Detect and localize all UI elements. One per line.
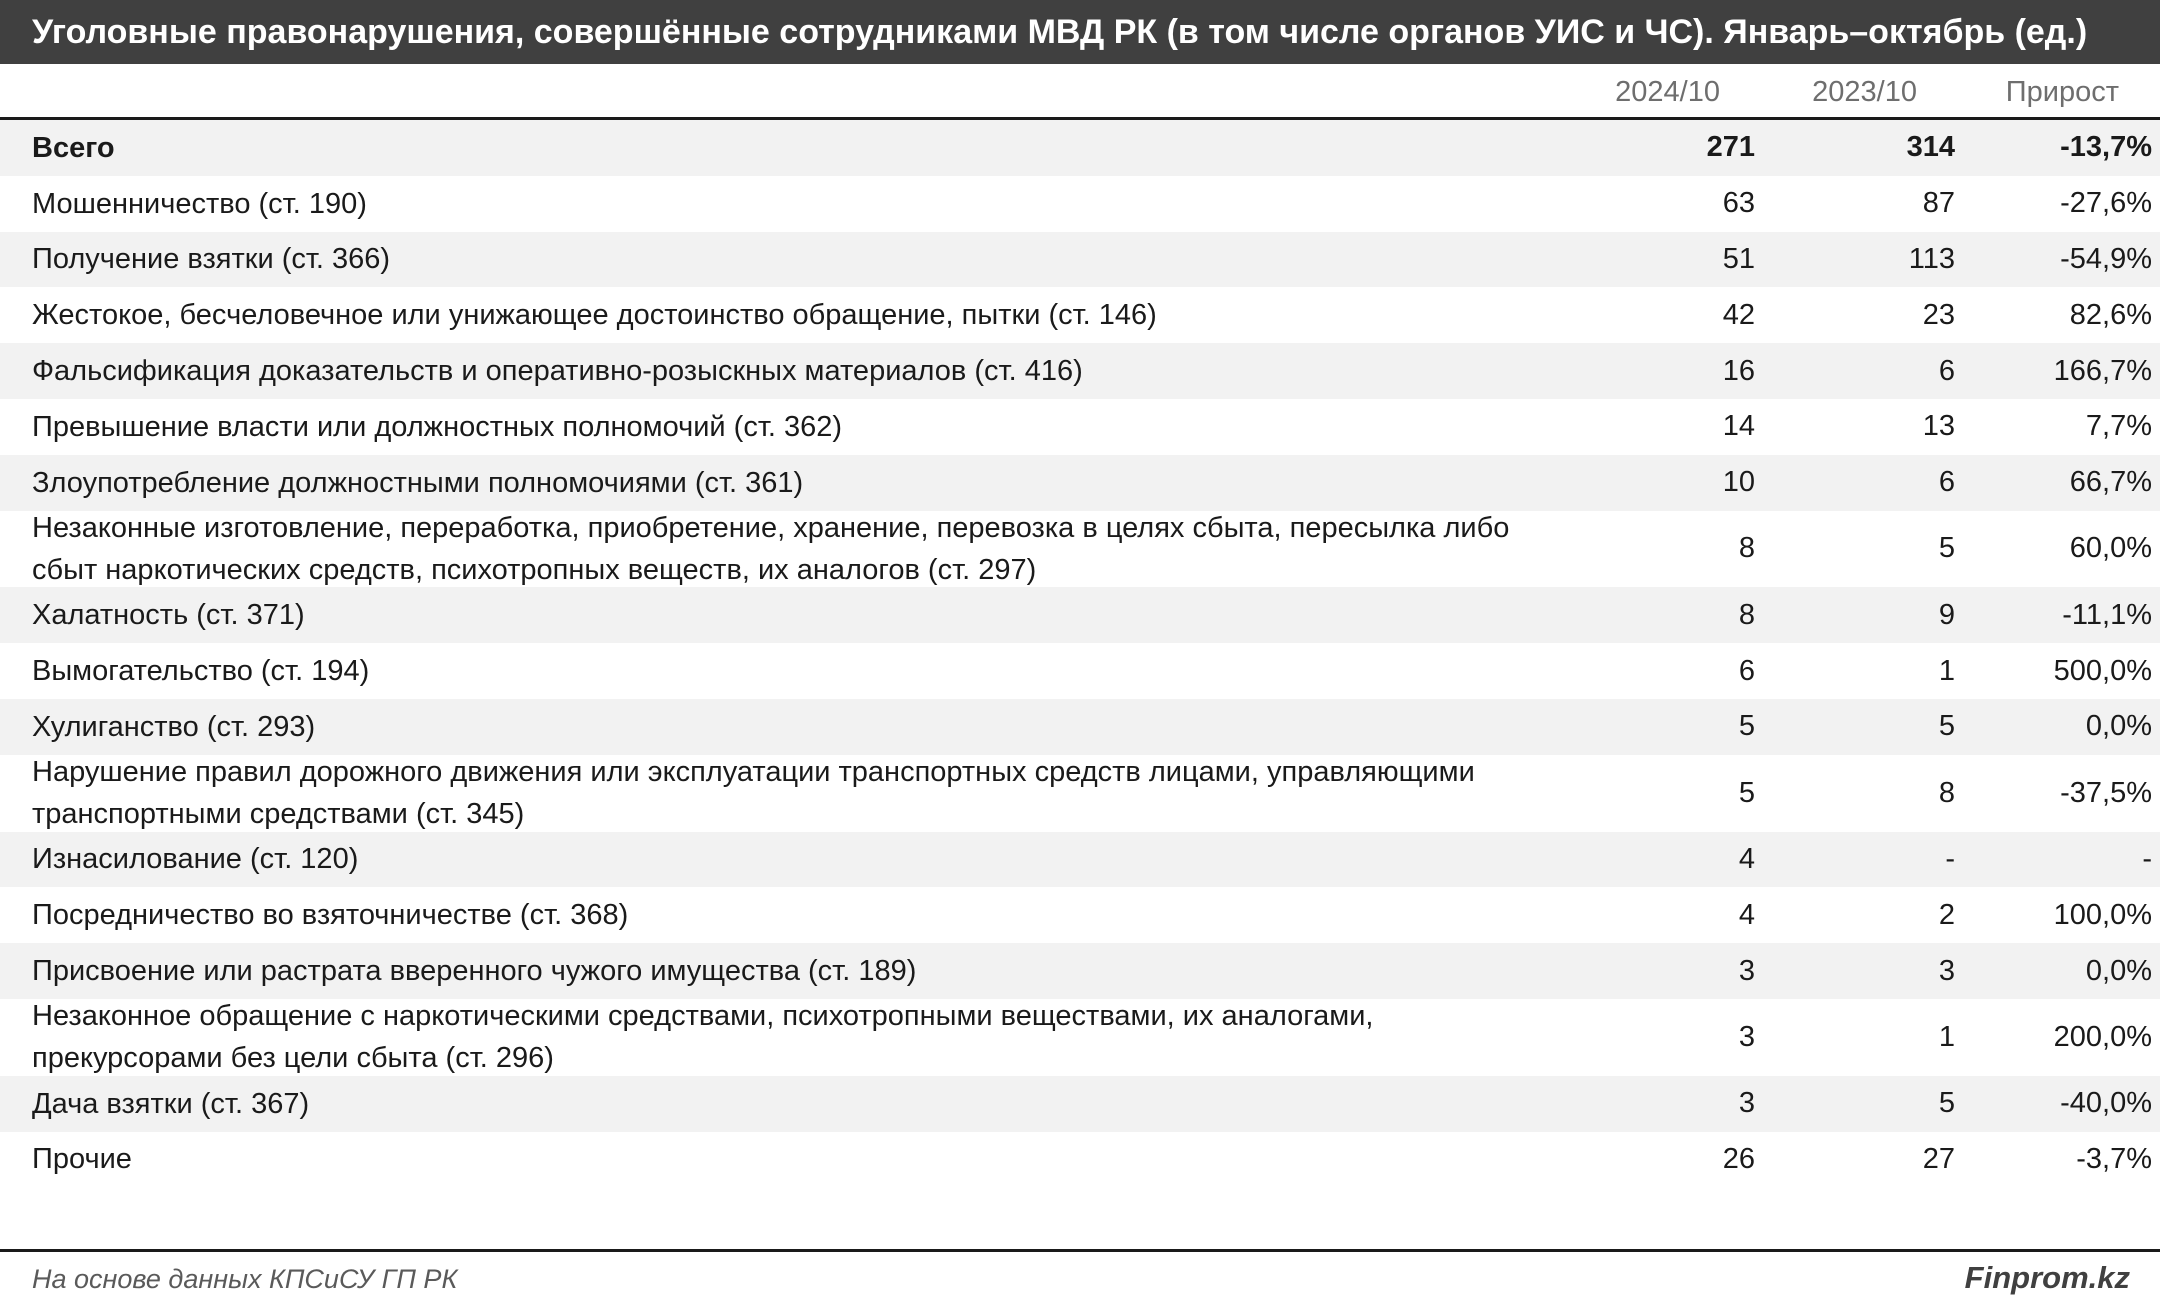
value-2024: 5 [1738,776,1755,809]
value-2023: 8 [1938,776,1955,809]
table-row [0,587,2160,643]
row-label: Хулиганство (ст. 293) [32,710,316,743]
row-label: Злоупотребление должностными полномочиями (ст. 361) [32,466,804,499]
column-header-row [0,64,2160,120]
value-growth: 66,7% [2069,466,2152,499]
value-growth: -11,1% [2062,598,2152,631]
row-label: Халатность (ст. 371) [32,599,305,632]
brand-logo: Finprom.kz [1964,1260,2130,1295]
value-2024: 16 [1722,354,1755,387]
value-growth: -40,0% [2060,1087,2152,1120]
table-row [0,287,2160,343]
value-2023: 1 [1938,654,1955,687]
column-header-2023: 2023/10 [1812,76,1917,108]
table-row [0,643,2160,699]
table-row [0,1076,2160,1132]
value-growth: - [2142,842,2152,875]
column-header-growth: Прирост [2005,76,2119,108]
row-label: Присвоение или растрата вверенного чужого имущества (ст. 189) [32,955,917,988]
row-label: Превышение власти или должностных полномочий (ст. 362) [32,410,843,443]
value-growth: 500,0% [2053,654,2152,687]
value-growth: -13,7% [2060,131,2152,164]
value-2024: 63 [1722,187,1755,220]
table-row [0,999,2160,1076]
value-2024: 271 [1706,131,1755,164]
data-table [0,120,2160,1187]
value-2024: 51 [1722,242,1755,275]
value-2023: 87 [1922,187,1955,220]
table-row [0,176,2160,232]
value-2023: 13 [1922,410,1955,443]
row-label: Фальсификация доказательств и оперативно-розыскных материалов (ст. 416) [32,355,1083,388]
value-growth: 166,7% [2053,354,2152,387]
table-row [0,943,2160,999]
table-row-total [0,120,2160,176]
row-label: Всего [32,131,115,164]
row-label: Получение взятки (ст. 366) [32,243,391,276]
value-growth: 0,0% [2085,710,2152,743]
value-2023: 2 [1938,898,1955,931]
value-2023: 5 [1938,710,1955,743]
value-growth: 0,0% [2085,954,2152,987]
table-row [0,343,2160,399]
value-2024: 5 [1738,710,1755,743]
row-label: Прочие [32,1143,132,1176]
table-row [0,399,2160,455]
value-growth: -3,7% [2076,1142,2152,1175]
row-label: Изнасилование (ст. 120) [32,843,359,876]
column-header-2024: 2024/10 [1615,76,1720,108]
value-2024: 4 [1738,898,1755,931]
value-growth: -37,5% [2060,776,2152,809]
row-label: Жестокое, бесчеловечное или унижающее достоинство обращение, пытки (ст. 146) [32,299,1157,332]
value-2024: 10 [1722,466,1755,499]
value-growth: -54,9% [2060,242,2152,275]
table-row [0,887,2160,943]
value-2023: 314 [1906,131,1955,164]
value-growth: 82,6% [2069,298,2152,331]
value-2024: 4 [1738,842,1755,875]
value-2023: 23 [1922,298,1955,331]
row-label: Незаконное обращение с наркотическими средствами, психотропными веществами, их аналогами, прекурсорами без цели сбыта (ст. 296) [32,1000,1374,1075]
row-label: Нарушение правил дорожного движения или эксплуатации транспортных средств лицами, управляющими транспортными средствами (ст. 345) [32,756,1475,831]
value-2023: 5 [1938,532,1955,565]
row-label: Мошенничество (ст. 190) [32,187,367,220]
value-2023: 27 [1922,1142,1955,1175]
value-2023: 9 [1938,598,1955,631]
value-2023: 6 [1938,354,1955,387]
value-2023: 1 [1938,1020,1955,1053]
value-2024: 3 [1738,954,1755,987]
table-row [0,832,2160,888]
value-growth: 100,0% [2053,898,2152,931]
value-2023: 3 [1938,954,1955,987]
value-2024: 26 [1722,1142,1755,1175]
value-2024: 8 [1738,532,1755,565]
source-note: На основе данных КПСиСУ ГП РК [32,1264,458,1294]
value-2023: 5 [1938,1087,1955,1120]
row-label: Посредничество во взяточничестве (ст. 368) [32,899,629,932]
row-label: Вымогательство (ст. 194) [32,655,370,688]
value-2024: 3 [1738,1087,1755,1120]
table-row [0,232,2160,288]
value-growth: 7,7% [2085,410,2152,443]
row-label: Незаконные изготовление, переработка, приобретение, хранение, перевозка в целях сбыта, пересылка либо сбыт наркотических средств, психотропных веществ, их аналогов (ст. 297) [32,511,1510,586]
value-2023: 6 [1938,466,1955,499]
value-2024: 8 [1738,598,1755,631]
table-row [0,511,2160,588]
table-row [0,1132,2160,1188]
value-growth: -27,6% [2060,187,2152,220]
table-title: Уголовные правонарушения, совершённые сотрудниками МВД РК (в том числе органов УИС и ЧС). Январь–октябрь (ед.) [0,0,2160,64]
row-label: Дача взятки (ст. 367) [32,1087,310,1120]
value-2024: 42 [1722,298,1755,331]
value-2023: 113 [1908,242,1955,275]
table-row [0,455,2160,511]
value-2024: 6 [1738,654,1755,687]
table-row [0,755,2160,832]
value-2024: 14 [1722,410,1755,443]
value-growth: 60,0% [2069,532,2152,565]
value-2023: - [1945,842,1955,875]
value-2024: 3 [1738,1020,1755,1053]
table-row [0,699,2160,755]
footer [0,1249,2160,1307]
value-growth: 200,0% [2053,1020,2152,1053]
